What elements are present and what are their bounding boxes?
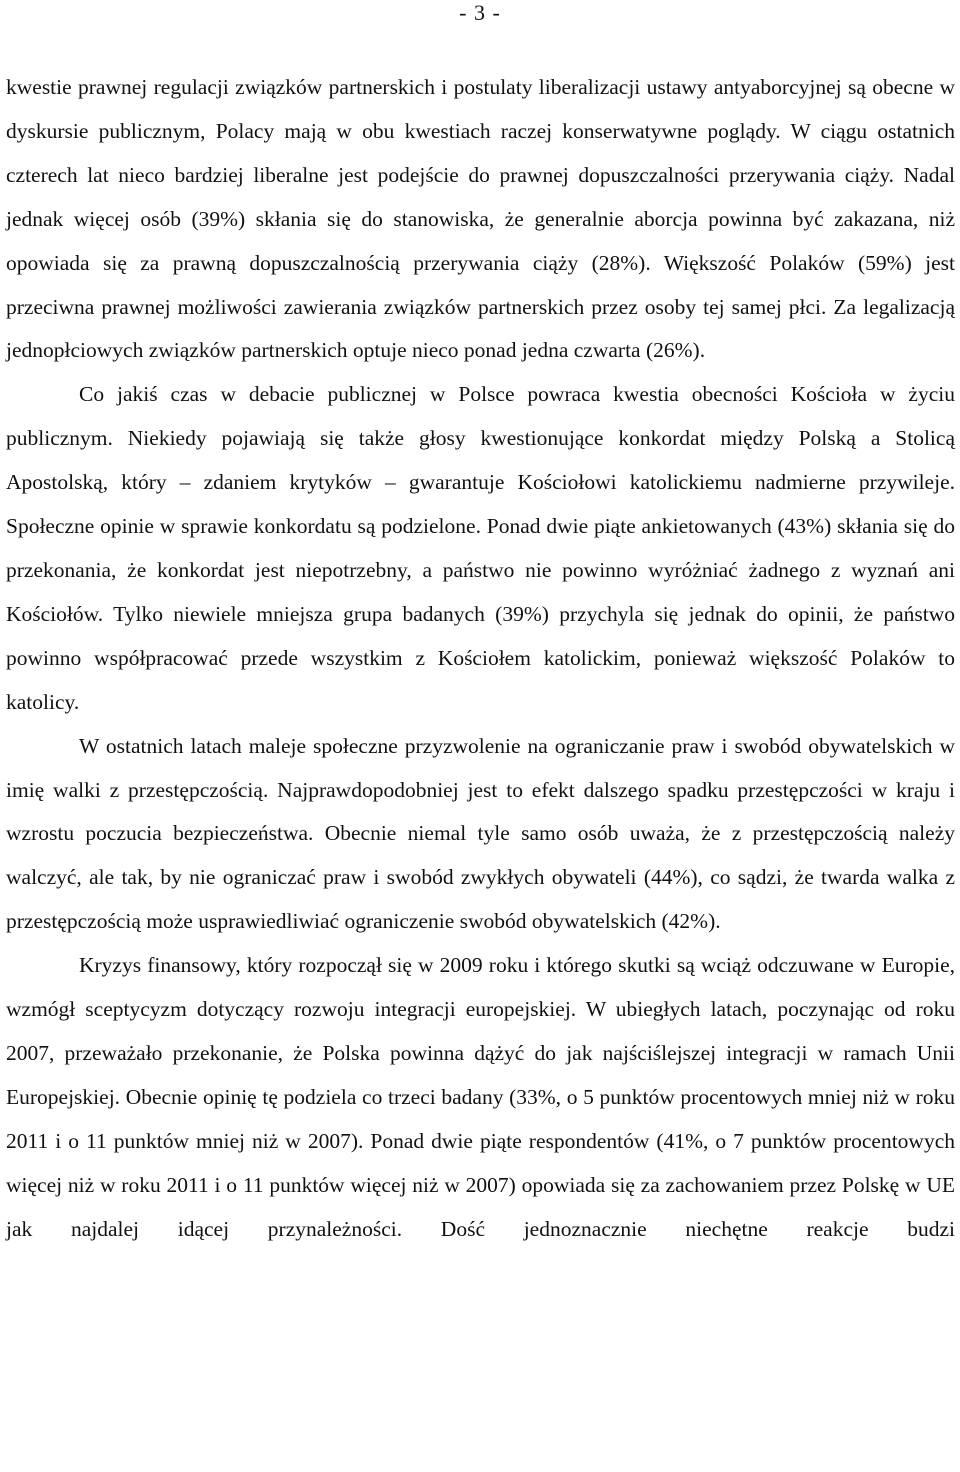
paragraph-concordat: Co jakiś czas w debacie publicznej w Polsce powraca kwestia obecności Kościoła w życiu publicznym. Niekiedy pojawiają się także głosy kwestionujące konkordat między Polską a Stolicą Apostolską, który – zdaniem krytyków – gwarantuje Kościołowi katolickiemu nadmierne przywileje. Społeczne opinie w sprawie konkordatu są podzielone. Ponad dwie piąte ankietowanych (43%) skłania się do przekonania, że konkordat jest niepotrzebny, a państwo nie powinno wyróżniać żadnego z wyznań ani Kościołów. Tylko niewiele mniejsza grupa badanych (39%) przychyla się jednak do opinii, że państwo powinno współpracować przede wszystkim z Kościołem katolickim, ponieważ większość Polaków to katolicy.	[6, 382, 955, 714]
paragraph-eu-integration: Kryzys finansowy, który rozpoczął się w 2009 roku i którego skutki są wciąż odczuwane w Europie, wzmógł sceptycyzm dotyczący rozwoju integracji europejskiej. W ubiegłych latach, poczynając od roku 2007, przeważało przekonanie, że Polska powinna dążyć do jak najściślejszej integracji w ramach Unii Europejskiej. Obecnie opinię tę podziela co trzeci badany (33%, o 5 punktów procentowych mniej niż w roku 2011 i o 11 punktów mniej niż w 2007). Ponad dwie piąte respondentów (41%, o 7 punktów procentowych więcej niż w roku 2011 i o 11 punktów więcej niż w 2007) opowiada się za zachowaniem przez Polskę w UE jak najdalej idącej przynależności. Dość jednoznacznie niechętne reakcje budzi	[6, 953, 955, 1241]
paragraph-abortion-partnerships: kwestie prawnej regulacji związków partnerskich i postulaty liberalizacji ustawy antyaborcyjnej są obecne w dyskursie publicznym, Polacy mają w obu kwestiach raczej konserwatywne poglądy. W ciągu ostatnich czterech lat nieco bardziej liberalne jest podejście do prawnej dopuszczalności przerywania ciąży. Nadal jednak więcej osób (39%) skłania się do stanowiska, że generalnie aborcja powinna być zakazana, niż opowiada się za prawną dopuszczalnością przerywania ciąży (28%). Większość Polaków (59%) jest przeciwna prawnej możliwości zawierania związków partnerskich przez osoby tej samej płci. Za legalizacją jednopłciowych związków partnerskich optuje nieco ponad jedna czwarta (26%).	[6, 75, 955, 363]
page-number: - 3 -	[459, 0, 501, 25]
document-body	[6, 66, 955, 1251]
paragraph-crime-freedoms: W ostatnich latach maleje społeczne przyzwolenie na ograniczanie praw i swobód obywatelskich w imię walki z przestępczością. Najprawdopodobniej jest to efekt dalszego spadku przestępczości w kraju i wzrostu poczucia bezpieczeństwa. Obecnie niemal tyle samo osób uważa, że z przestępczością należy walczyć, ale tak, by nie ograniczać praw i swobód zwykłych obywateli (44%), co sądzi, że twarda walka z przestępczością może usprawiedliwiać ograniczenie swobód obywatelskich (42%).	[6, 733, 955, 934]
